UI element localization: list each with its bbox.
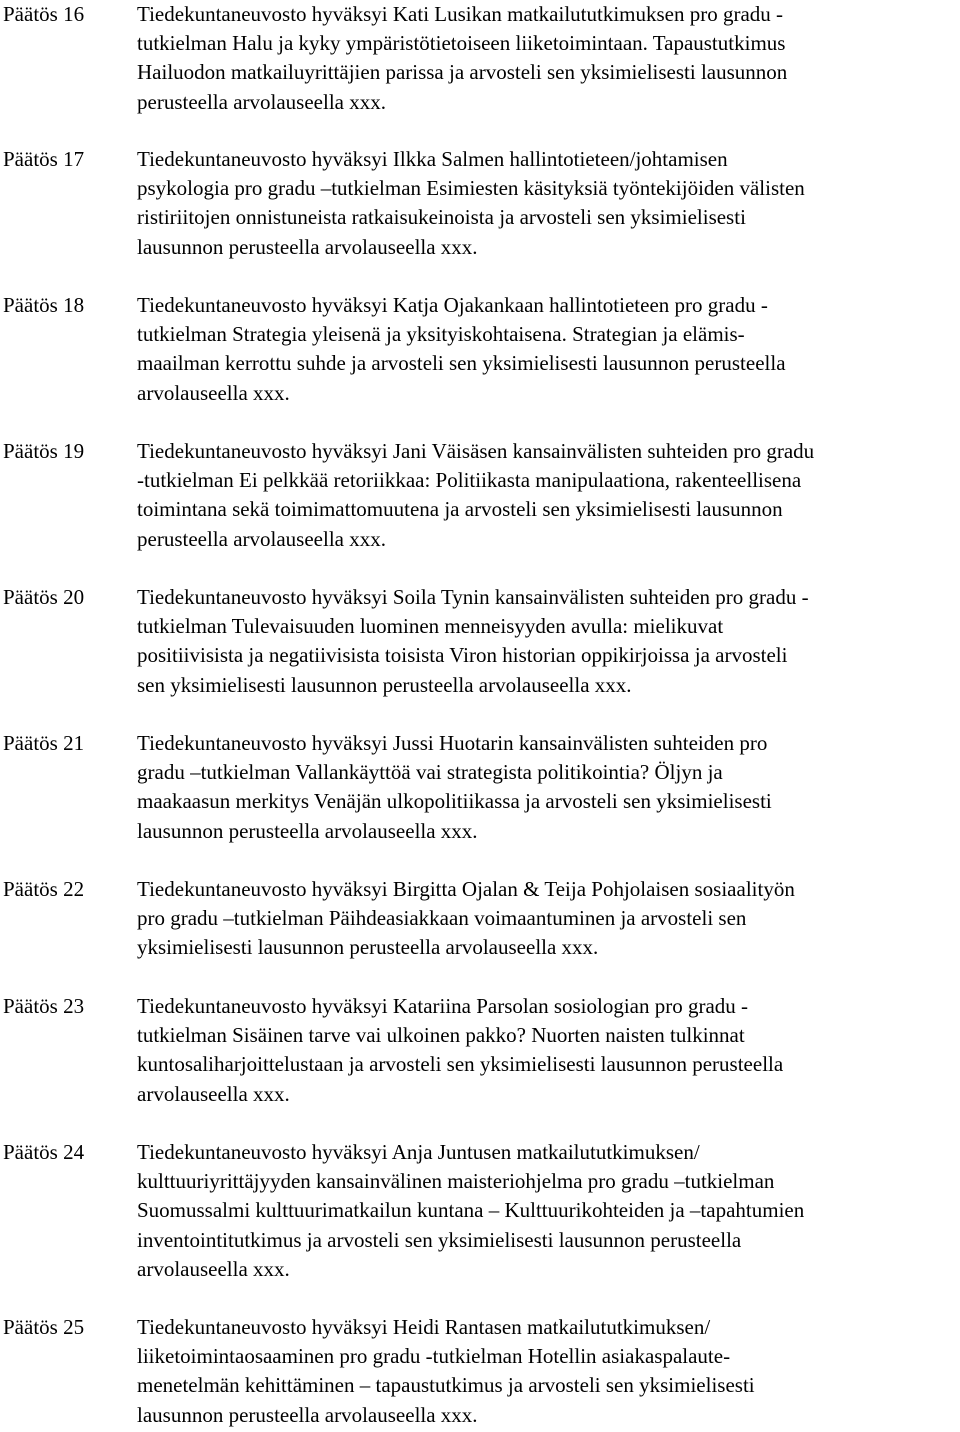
- decision-text: [137, 583, 959, 700]
- text-line: Tiedekuntaneuvosto hyväksyi Soila Tynin kansainvälisten suhteiden pro gradu -: [137, 585, 809, 609]
- text-line: positiivisista ja negatiivisista toisista Viron historian oppikirjoissa ja arvosteli: [137, 643, 788, 668]
- decision-text: [137, 437, 959, 554]
- text-line: -tutkielman Ei pelkkää retoriikkaa: Politiikasta manipulaationa, rakenteellisena: [137, 468, 802, 493]
- decision-text: [137, 291, 959, 408]
- decision-text: [137, 145, 959, 262]
- text-line: tutkielman Halu ja kyky ympäristötietoiseen liiketoimintaan. Tapaustutkimus: [137, 31, 786, 56]
- text-line: maailman kerrottu suhde ja arvosteli sen yksimielisesti lausunnon perusteella: [137, 351, 786, 376]
- text-line: maakaasun merkitys Venäjän ulkopolitiikassa ja arvosteli sen yksimielisesti: [137, 789, 772, 814]
- text-line: tutkielman Sisäinen tarve vai ulkoinen pakko? Nuorten naisten tulkinnat: [137, 1023, 745, 1048]
- text-line: Tiedekuntaneuvosto hyväksyi Birgitta Ojalan & Teija Pohjolaisen sosiaalityön: [137, 877, 795, 901]
- text-line: kulttuuriyrittäjyyden kansainvälinen maisteriohjelma pro gradu –tutkielman: [137, 1169, 775, 1194]
- text-line: perusteella arvolauseella xxx.: [137, 89, 386, 114]
- decision-label: Päätös 20: [3, 585, 85, 609]
- text-line: Suomussalmi kulttuurimatkailun kuntana – Kulttuurikohteiden ja –tapahtumien: [137, 1198, 805, 1223]
- text-line: lausunnon perusteella arvolauseella xxx.: [137, 818, 478, 843]
- decision-text: [137, 729, 959, 846]
- text-line: Tiedekuntaneuvosto hyväksyi Kati Lusikan matkailututkimuksen pro gradu -: [137, 2, 784, 26]
- decision-label: Päätös 16: [3, 2, 85, 26]
- decision-label: Päätös 24: [3, 1140, 85, 1164]
- text-line: tutkielman Strategia yleisenä ja yksityiskohtaisena. Strategian ja elämis-: [137, 322, 745, 347]
- text-line: ristiriitojen onnistuneista ratkaisukeinoista ja arvosteli sen yksimielisesti: [137, 205, 746, 230]
- text-line: arvolauseella xxx.: [137, 1256, 290, 1281]
- text-line: Tiedekuntaneuvosto hyväksyi Ilkka Salmen hallintotieteen/johtamisen: [137, 147, 728, 171]
- text-line: inventointitutkimus ja arvosteli sen yksimielisesti lausunnon perusteella: [137, 1227, 742, 1252]
- decision-text: [137, 1138, 959, 1284]
- decision-label: Päätös 18: [3, 293, 85, 317]
- text-line: tutkielman Tulevaisuuden luominen menneisyyden avulla: mielikuvat: [137, 614, 724, 639]
- text-line: sen yksimielisesti lausunnon perusteella arvolauseella xxx.: [137, 672, 632, 697]
- text-line: Tiedekuntaneuvosto hyväksyi Jani Väisäsen kansainvälisten suhteiden pro gradu: [137, 439, 815, 463]
- text-line: psykologia pro gradu –tutkielman Esimiesten käsityksiä työntekijöiden välisten: [137, 176, 805, 201]
- decision-label: Päätös 25: [3, 1315, 85, 1339]
- text-line: kuntosaliharjoittelustaan ja arvosteli sen yksimielisesti lausunnon perusteella: [137, 1052, 784, 1077]
- text-line: Tiedekuntaneuvosto hyväksyi Jussi Huotarin kansainvälisten suhteiden pro: [137, 731, 768, 755]
- text-line: pro gradu –tutkielman Päihdeasiakkaan voimaantuminen ja arvosteli sen: [137, 906, 747, 931]
- decision-text: [137, 0, 959, 117]
- decision-label: Päätös 21: [3, 731, 85, 755]
- decision-text: [137, 1313, 959, 1430]
- text-line: Tiedekuntaneuvosto hyväksyi Katariina Parsolan sosiologian pro gradu -: [137, 994, 749, 1018]
- decision-label: Päätös 22: [3, 877, 85, 901]
- text-line: Tiedekuntaneuvosto hyväksyi Anja Juntusen matkailututkimuksen/: [137, 1140, 700, 1164]
- decision-label: Päätös 17: [3, 147, 85, 171]
- decision-text: [137, 992, 959, 1109]
- text-line: Tiedekuntaneuvosto hyväksyi Katja Ojakankaan hallintotieteen pro gradu -: [137, 293, 768, 317]
- text-line: lausunnon perusteella arvolauseella xxx.: [137, 1402, 478, 1427]
- decision-label: Päätös 23: [3, 994, 85, 1018]
- text-line: perusteella arvolauseella xxx.: [137, 526, 386, 551]
- text-line: toimintana sekä toimimattomuutena ja arvosteli sen yksimielisesti lausunnon: [137, 497, 783, 522]
- text-line: Tiedekuntaneuvosto hyväksyi Heidi Rantasen matkailututkimuksen/: [137, 1315, 711, 1339]
- text-line: yksimielisesti lausunnon perusteella arvolauseella xxx.: [137, 935, 599, 960]
- text-line: arvolauseella xxx.: [137, 1081, 290, 1106]
- text-line: lausunnon perusteella arvolauseella xxx.: [137, 234, 478, 259]
- text-line: gradu –tutkielman Vallankäyttöä vai strategista politikointia? Öljyn ja: [137, 760, 723, 785]
- text-line: menetelmän kehittäminen – tapaustutkimus ja arvosteli sen yksimielisesti: [137, 1373, 755, 1398]
- decision-label: Päätös 19: [3, 439, 85, 463]
- decision-text: [137, 875, 959, 963]
- text-line: liiketoimintaosaaminen pro gradu -tutkielman Hotellin asiakaspalaute-: [137, 1344, 731, 1369]
- text-line: Hailuodon matkailuyrittäjien parissa ja arvosteli sen yksimielisesti lausunnon: [137, 60, 788, 85]
- text-line: arvolauseella xxx.: [137, 380, 290, 405]
